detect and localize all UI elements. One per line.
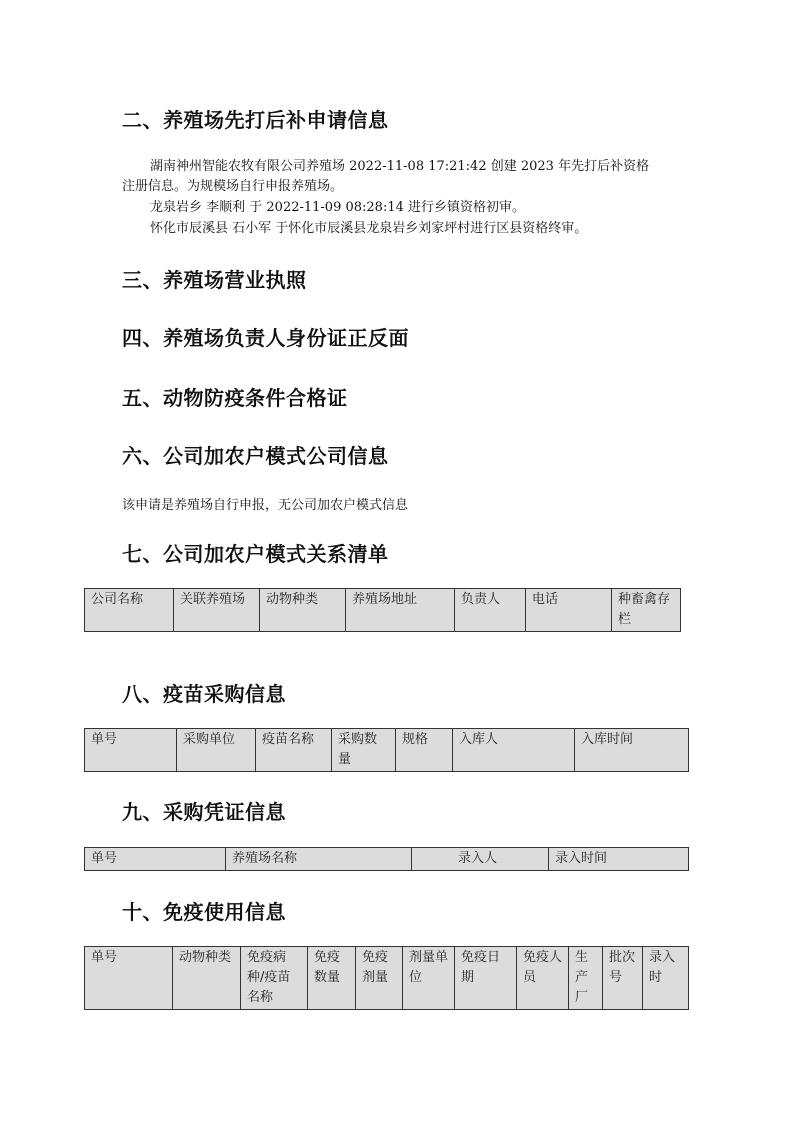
header-cell: 疫苗名称 — [256, 729, 332, 772]
header-cell: 公司名称 — [85, 589, 174, 632]
header-cell: 入库人 — [453, 729, 575, 772]
s2-line-1: 湖南神州智能农牧有限公司养殖场 2022-11-08 17:21:42 创建 2023 年先打后补资格 — [150, 159, 650, 174]
immunization-table — [84, 946, 689, 1010]
header-cell: 种畜禽存栏 — [612, 589, 681, 632]
header-cell: 单号 — [85, 729, 177, 772]
header-cell: 单号 — [85, 848, 226, 871]
section-10-title: 十、免疫使用信息 — [122, 900, 286, 924]
header-cell: 规格 — [396, 729, 453, 772]
section-6-title: 六、公司加农户模式公司信息 — [122, 444, 389, 468]
section-5-title: 五、动物防疫条件合格证 — [122, 386, 348, 410]
header-cell: 入库时间 — [575, 729, 689, 772]
vaccine-purchase-table — [84, 728, 689, 772]
header-cell: 电话 — [526, 589, 612, 632]
s2-line-4: 怀化市辰溪县 石小军 于怀化市辰溪县龙泉岩乡刘家坪村进行区县资格终审。 — [150, 221, 588, 236]
table-header-row — [85, 729, 689, 772]
header-cell: 录入时间 — [549, 848, 689, 871]
s2-line-3: 龙泉岩乡 李顺利 于 2022-11-09 08:28:14 进行乡镇资格初审。 — [150, 200, 526, 215]
header-cell: 采购单位 — [177, 729, 256, 772]
section-9-title: 九、采购凭证信息 — [122, 800, 286, 824]
header-cell: 免疫数量 — [308, 947, 356, 1010]
header-cell: 录入时 — [643, 947, 689, 1010]
header-cell: 生产厂 — [569, 947, 603, 1010]
header-cell: 关联养殖场 — [174, 589, 260, 632]
table-header-row — [85, 589, 681, 632]
purchase-voucher-table — [84, 847, 689, 871]
header-cell: 免疫人员 — [517, 947, 569, 1010]
header-cell: 负责人 — [455, 589, 526, 632]
header-cell: 免疫剂量 — [356, 947, 403, 1010]
header-cell: 录入人 — [412, 848, 549, 871]
header-cell: 免疫病种/疫苗名称 — [241, 947, 308, 1010]
header-cell: 动物种类 — [260, 589, 346, 632]
section-2-title: 二、养殖场先打后补申请信息 — [122, 108, 389, 132]
section-8-title: 八、疫苗采购信息 — [122, 682, 286, 706]
relationship-table — [84, 588, 681, 632]
table-header-row — [85, 947, 689, 1010]
s2-line-2: 注册信息。为规模场自行申报养殖场。 — [122, 179, 344, 194]
section-7-title: 七、公司加农户模式关系清单 — [122, 542, 389, 566]
header-cell: 免疫日期 — [455, 947, 517, 1010]
s6-note: 该申请是养殖场自行申报，无公司加农户模式信息 — [122, 498, 409, 513]
header-cell: 养殖场名称 — [226, 848, 412, 871]
header-cell: 剂量单位 — [403, 947, 455, 1010]
section-4-title: 四、养殖场负责人身份证正反面 — [122, 326, 409, 350]
header-cell: 批次号 — [603, 947, 643, 1010]
header-cell: 养殖场地址 — [346, 589, 455, 632]
header-cell: 采购数量 — [332, 729, 396, 772]
section-3-title: 三、养殖场营业执照 — [122, 268, 307, 292]
header-cell: 单号 — [85, 947, 173, 1010]
header-cell: 动物种类 — [173, 947, 241, 1010]
table-header-row — [85, 848, 689, 871]
